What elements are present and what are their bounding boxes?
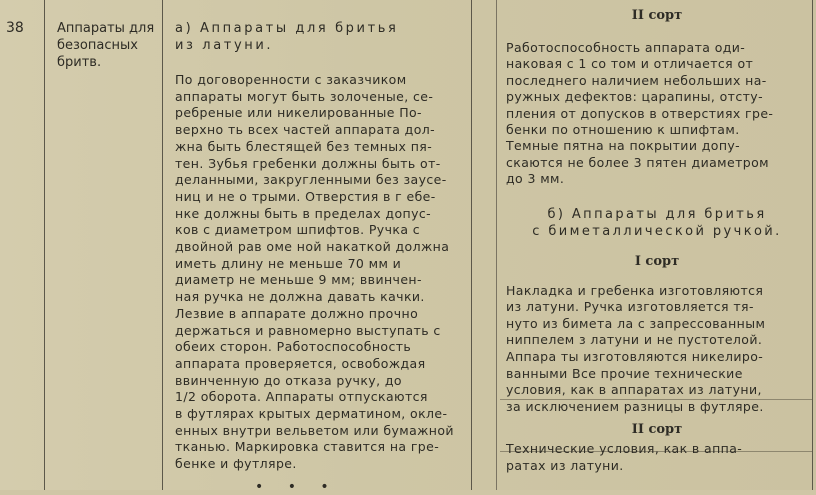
column-divider <box>162 0 163 490</box>
text-line: ниппелем з латуни и не пустотелой. <box>506 332 763 348</box>
text-line: деланными, закругленными без заусе- <box>175 172 447 188</box>
heading-line: из латуни. <box>175 38 274 53</box>
text-line: 1/2 оборота. Аппараты отпускаются <box>175 389 428 405</box>
text-line: иметь длину не меньше 70 мм и <box>175 255 402 271</box>
sort2b-body <box>506 441 808 474</box>
brass-heading <box>175 20 470 54</box>
text-line: Накладка и гребенка изготовляются <box>506 282 764 298</box>
text-line: ратах из латуни. <box>506 457 624 473</box>
item-name-cell <box>57 20 165 71</box>
text-line: диаметр не меньше 9 мм; ввинчен- <box>175 272 422 288</box>
text-line: Аппара ты изготовляются никелиро- <box>506 349 764 365</box>
text-line: последнего наличием небольших на- <box>506 72 767 88</box>
item-name-line: бритв. <box>57 55 102 70</box>
brass-body <box>175 72 470 473</box>
row-number: 38 <box>6 20 24 36</box>
text-line: нуто из бимета ла с запрессованным <box>506 315 766 331</box>
text-line: скаются не более 3 пятен диаметром <box>506 154 769 170</box>
heading-line: с биметаллической ручкой. <box>532 223 782 239</box>
text-line: Темные пятна на покрытии допу- <box>506 138 741 154</box>
text-line: ванными Все прочие технические <box>506 365 743 381</box>
text-line: пления от допусков в отверстиях гре- <box>506 105 774 121</box>
text-line: ниц и не о трыми. Отверстия в г ебе- <box>175 188 436 204</box>
text-line: ввинченную до отказа ручку, до <box>175 372 402 388</box>
text-line: Лезвие в аппарате должно прочно <box>175 305 419 321</box>
text-line: жна быть блестящей без темных пя- <box>175 138 433 154</box>
column-divider <box>44 0 45 490</box>
bimetal-heading <box>506 206 808 240</box>
sort2b-title: II сорт <box>631 422 683 438</box>
text-line: ребреные или никелированные По- <box>175 105 422 121</box>
text-line: По договоренности с заказчиком <box>175 72 407 87</box>
brass-section <box>175 20 470 495</box>
text-line: из латуни. Ручка изготовляется тя- <box>506 299 754 315</box>
text-line: нке должны быть в пределах допус- <box>175 205 432 221</box>
text-line: ная ручка не должна давать качки. <box>175 289 425 305</box>
sort1-title: I сорт <box>634 253 680 269</box>
text-line: тканью. Маркировка ставится на гре- <box>175 439 440 455</box>
text-line: ружных дефектов: царапины, отсту- <box>506 89 763 105</box>
heading-line: а) Аппараты для бритья <box>175 21 399 36</box>
text-line: держаться и равномерно выступать с <box>175 322 441 338</box>
item-name-line: безопасных <box>57 38 138 53</box>
text-line: до 3 мм. <box>506 171 565 187</box>
sort2-body <box>506 40 808 188</box>
column-divider <box>812 0 813 490</box>
text-line: условия, как в аппаратах из латуни, <box>506 382 762 398</box>
right-section <box>506 8 808 474</box>
heading-line: б) Аппараты для бритья <box>547 206 767 222</box>
text-line: ков с диаметром шпифтов. Ручка с <box>175 222 421 238</box>
text-line: верхно ть всех частей аппарата дол- <box>175 122 436 138</box>
item-name-line: Аппараты для <box>57 21 155 36</box>
text-line: тен. Зубья гребенки должны быть от- <box>175 155 441 171</box>
text-line: в футлярах крытых дерматином, окле- <box>175 406 448 422</box>
sort2-title: II сорт <box>631 8 683 23</box>
text-line: енных внутри вельветом или бумажной <box>175 422 454 438</box>
text-line: аппарата проверяется, освобождая <box>175 355 426 371</box>
text-line: бенки по отношению к шпифтам. <box>506 122 740 138</box>
trailing-dots: • • • <box>255 478 339 495</box>
column-divider <box>471 0 472 490</box>
text-line: двойной рав оме ной накаткой должна <box>175 239 450 255</box>
text-line: Технические условия, как в аппа- <box>506 441 743 457</box>
sort1-body <box>506 283 808 416</box>
text-line: наковая с 1 со том и отличается от <box>506 56 754 72</box>
text-line: аппараты могут быть золоченые, се- <box>175 88 434 104</box>
text-line: бенке и футляре. <box>175 456 297 472</box>
text-line: за исключением разницы в футляре. <box>506 398 764 414</box>
page-fold-divider <box>496 0 497 490</box>
text-line: Работоспособность аппарата оди- <box>506 40 746 55</box>
text-line: обеих сторон. Работоспособность <box>175 339 412 355</box>
